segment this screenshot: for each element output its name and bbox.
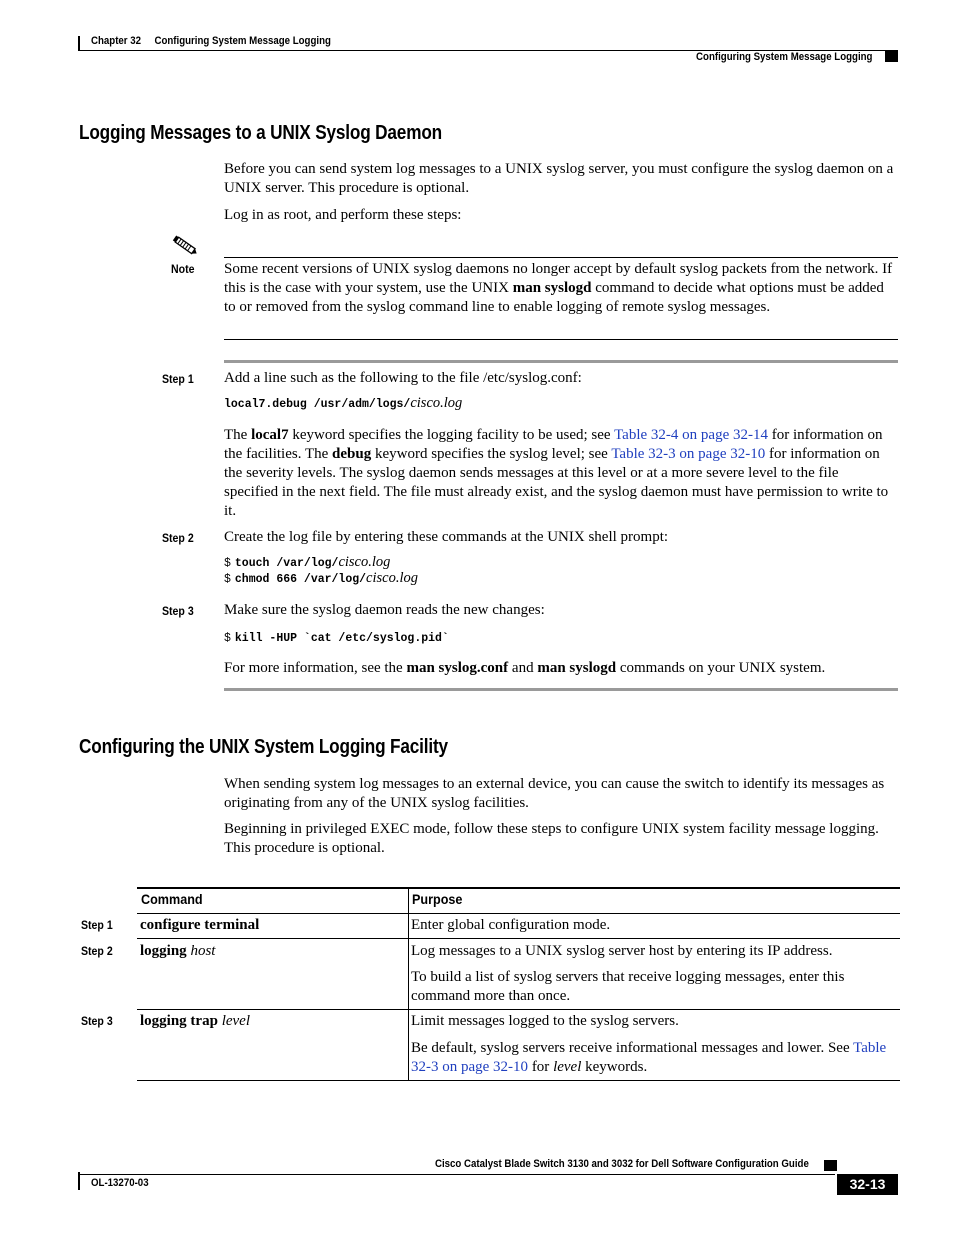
row2-cmd-italic: host xyxy=(190,943,216,959)
table-row2-purpose2: To build a list of syslog servers that receive logging messages, enter this command more than once. xyxy=(411,969,845,1004)
step1-code-italic: cisco.log xyxy=(410,395,463,411)
step2-label: Step 2 xyxy=(162,531,194,545)
table-top-rule xyxy=(137,887,900,889)
footer-page-number-box xyxy=(837,1174,898,1195)
table-bottom-rule xyxy=(137,1080,900,1081)
step1-para-t5: for information on the severity levels. The syslog daemon sends messages at this level or at a more severe level to the file specified in the next field. The file must already exist, and the syslog daemon must have permission to write to it. xyxy=(224,446,889,519)
step1-code xyxy=(224,394,462,412)
table-row3-purpose2 xyxy=(411,1039,896,1077)
more-b2: man syslogd xyxy=(537,660,617,676)
step2-code-line2 xyxy=(224,569,418,587)
note-bottom-rule xyxy=(224,339,898,340)
table-row2-command xyxy=(140,942,215,961)
more-b1: man syslog.conf xyxy=(406,660,509,676)
step2-cmd2-bold: chmod 666 /var/log/ xyxy=(234,573,367,586)
table-step1-label: Step 1 xyxy=(81,918,113,932)
row3-cmd-bold: logging trap xyxy=(140,1013,218,1029)
step1-para-t3: for information on the facilities. The xyxy=(224,427,883,462)
table-row1-purpose: Enter global configuration mode. xyxy=(411,917,611,933)
pencil-icon xyxy=(172,234,200,258)
link-table-32-3-row3[interactable]: Table 32-3 on page 32-10 xyxy=(411,1040,887,1075)
more-t1: For more information, see the xyxy=(224,660,407,676)
table-row3-command xyxy=(140,1012,250,1031)
table-row3-purpose1: Limit messages logged to the syslog servers. xyxy=(411,1013,679,1029)
row2-cmd-bold: logging xyxy=(140,943,187,959)
table-header-command: Command xyxy=(141,891,203,907)
prompt: $ xyxy=(224,573,231,586)
step2-cmd2-italic: cisco.log xyxy=(366,570,418,586)
row3-purpose2-t3: keywords. xyxy=(581,1059,648,1075)
step1-para-b2: debug xyxy=(332,446,372,462)
step2-text: Create the log file by entering these commands at the UNIX shell prompt: xyxy=(224,529,669,545)
section1-login: Log in as root, and perform these steps: xyxy=(224,207,462,223)
footer-guide-title: Cisco Catalyst Blade Switch 3130 and 3032 for Dell Software Configuration Guide xyxy=(435,1158,809,1170)
section2-intro2: Beginning in privileged EXEC mode, follow these steps to configure UNIX system facility message logging. This procedure is optional. xyxy=(224,821,879,856)
steps-bottom-rule xyxy=(224,688,898,691)
header-left-bar xyxy=(78,36,80,51)
table-header-purpose: Purpose xyxy=(412,891,463,907)
footer-rule xyxy=(78,1174,835,1175)
section2-intro: When sending system log messages to an external device, you can cause the switch to identify its messages as originating from any of the UNIX syslog facilities. xyxy=(224,776,885,811)
steps-top-rule xyxy=(224,360,898,363)
step2-cmd1-bold: touch /var/log/ xyxy=(234,557,339,570)
table-row1-rule xyxy=(137,938,900,939)
header-section-title: Configuring System Message Logging xyxy=(695,51,872,63)
table-row1-command xyxy=(140,916,259,935)
chapter-title: Configuring System Message Logging xyxy=(154,35,331,47)
table-column-divider xyxy=(408,887,409,1081)
link-table-32-4[interactable]: Table 32-4 on page 32-14 xyxy=(614,427,768,443)
section2-heading: Configuring the UNIX System Logging Facility xyxy=(79,736,448,758)
step3-label: Step 3 xyxy=(162,604,194,618)
footer-page-number: 32-13 xyxy=(849,1176,886,1192)
row1-cmd-bold: configure terminal xyxy=(140,917,260,933)
row3-purpose2-t2: for xyxy=(528,1059,554,1075)
step1-explanation xyxy=(224,426,896,521)
note-text-b: command to decide what options must be added to or removed from the syslog command line to enable logging of remote syslog messages. xyxy=(224,280,884,315)
more-t2: and xyxy=(508,660,538,676)
step1-para-t4: keyword specifies the syslog level; see xyxy=(371,446,612,462)
more-t3: commands on your UNIX system. xyxy=(616,660,826,676)
footer-doc-number: OL-13270-03 xyxy=(91,1177,149,1189)
row3-purpose2-italic: level xyxy=(553,1059,582,1075)
prompt: $ xyxy=(224,557,231,570)
row3-cmd-italic: level xyxy=(221,1013,250,1029)
note-label: Note xyxy=(171,262,195,276)
note-bold: man syslogd xyxy=(512,280,592,296)
step1-label: Step 1 xyxy=(162,372,194,386)
step1-text: Add a line such as the following to the file /etc/syslog.conf: xyxy=(224,370,582,386)
note-text xyxy=(224,260,898,317)
note-text-a: Some recent versions of UNIX syslog daemons no longer accept by default syslog packets from the network. If this is the case with your system, use the UNIX xyxy=(224,261,893,296)
link-table-32-3[interactable]: Table 32-3 on page 32-10 xyxy=(611,446,766,462)
step2-cmd1-italic: cisco.log xyxy=(338,554,391,570)
prompt: $ xyxy=(224,632,231,645)
step1-para-t1: The xyxy=(224,427,252,443)
step3-more-info xyxy=(224,659,898,678)
step3-text: Make sure the syslog daemon reads the new changes: xyxy=(224,602,545,618)
table-step3-label: Step 3 xyxy=(81,1014,113,1028)
table-row2-rule xyxy=(137,1009,900,1010)
row3-purpose2-t1: Be default, syslog servers receive informational messages and lower. See xyxy=(411,1040,854,1056)
chapter-number: Chapter 32 xyxy=(91,35,142,47)
footer-square-marker xyxy=(824,1160,837,1171)
step1-para-t2: keyword specifies the logging facility to be used; see xyxy=(288,427,615,443)
table-step2-label: Step 2 xyxy=(81,944,113,958)
header-chapter xyxy=(91,35,331,47)
section1-intro: Before you can send system log messages to a UNIX syslog server, you must configure the syslog daemon on a UNIX server. This procedure is optional. xyxy=(224,161,894,196)
section1-heading: Logging Messages to a UNIX Syslog Daemon xyxy=(79,122,443,144)
header-square-marker xyxy=(885,51,898,62)
table-row2-purpose1: Log messages to a UNIX syslog server host by entering its IP address. xyxy=(411,943,833,959)
step3-code xyxy=(224,628,449,646)
table-header-rule xyxy=(137,913,900,914)
step1-para-b1: local7 xyxy=(251,427,289,443)
note-top-rule xyxy=(224,257,898,258)
step3-cmd-bold: kill -HUP `cat /etc/syslog.pid` xyxy=(234,632,449,645)
step1-code-bold: local7.debug /usr/adm/logs/ xyxy=(224,398,411,411)
